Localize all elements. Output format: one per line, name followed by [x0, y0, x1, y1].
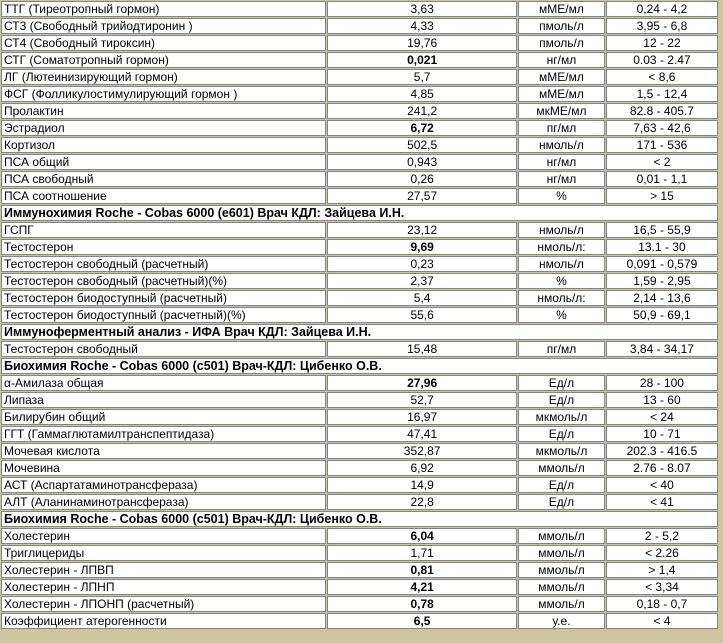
reference-range-cell: 12 - 22	[606, 35, 718, 51]
test-value-cell: 27,96	[327, 375, 517, 391]
reference-range-cell: 3,84 - 34,17	[606, 341, 718, 357]
test-name-cell: Липаза	[1, 392, 326, 408]
reference-range-cell: 171 - 536	[606, 137, 718, 153]
section-header-row	[1, 205, 718, 221]
test-value-cell: 23,12	[327, 222, 517, 238]
table-row	[1, 528, 718, 544]
reference-range-cell: > 15	[606, 188, 718, 204]
test-units-cell: мМЕ/мл	[518, 69, 605, 85]
test-units-cell: нг/мл	[518, 154, 605, 170]
test-units-cell: пмоль/л	[518, 35, 605, 51]
table-row	[1, 443, 718, 459]
test-name-cell: СТ4 (Свободный тироксин)	[1, 35, 326, 51]
test-units-cell: мкМЕ/мл	[518, 103, 605, 119]
test-name-cell: Пролактин	[1, 103, 326, 119]
test-value-cell: 6,04	[327, 528, 517, 544]
reference-range-cell: 0,01 - 1,1	[606, 171, 718, 187]
test-value-cell: 1,71	[327, 545, 517, 561]
section-header: Биохимия Roche - Cobas 6000 (c501) Врач-КДЛ: Цибенко О.В.	[1, 358, 718, 374]
table-row	[1, 137, 718, 153]
reference-range-cell: 16,5 - 55,9	[606, 222, 718, 238]
table-row	[1, 171, 718, 187]
test-value-cell: 6,92	[327, 460, 517, 476]
test-value-cell: 0,021	[327, 52, 517, 68]
table-row	[1, 290, 718, 306]
test-units-cell: ммоль/л	[518, 579, 605, 595]
test-name-cell: α-Амилаза общая	[1, 375, 326, 391]
test-name-cell: Эстрадиол	[1, 120, 326, 136]
reference-range-cell: 0,091 - 0,579	[606, 256, 718, 272]
test-units-cell: %	[518, 307, 605, 323]
test-units-cell: Ед/л	[518, 392, 605, 408]
lab-table-body	[1, 1, 718, 629]
table-row	[1, 273, 718, 289]
test-value-cell: 52,7	[327, 392, 517, 408]
test-name-cell: Тестостерон биодоступный (расчетный)	[1, 290, 326, 306]
test-units-cell: нмоль/л:	[518, 239, 605, 255]
test-name-cell: Кортизол	[1, 137, 326, 153]
test-name-cell: ПСА общий	[1, 154, 326, 170]
test-name-cell: ЛГ (Лютеинизирующий гормон)	[1, 69, 326, 85]
test-units-cell: Ед/л	[518, 494, 605, 510]
test-name-cell: Холестерин - ЛПВП	[1, 562, 326, 578]
table-row	[1, 579, 718, 595]
test-value-cell: 5,7	[327, 69, 517, 85]
section-header-row	[1, 358, 718, 374]
test-units-cell: нг/мл	[518, 171, 605, 187]
test-value-cell: 0,23	[327, 256, 517, 272]
table-row	[1, 545, 718, 561]
test-units-cell: нмоль/л	[518, 137, 605, 153]
reference-range-cell: 3,95 - 6,8	[606, 18, 718, 34]
test-value-cell: 2,37	[327, 273, 517, 289]
reference-range-cell: 50,9 - 69,1	[606, 307, 718, 323]
test-units-cell: нмоль/л	[518, 256, 605, 272]
test-value-cell: 241,2	[327, 103, 517, 119]
table-row	[1, 596, 718, 612]
reference-range-cell: 10 - 71	[606, 426, 718, 442]
test-value-cell: 352,87	[327, 443, 517, 459]
reference-range-cell: 1,5 - 12,4	[606, 86, 718, 102]
test-name-cell: СТ3 (Свободный трийодтиронин )	[1, 18, 326, 34]
reference-range-cell: < 41	[606, 494, 718, 510]
section-header-row	[1, 511, 718, 527]
test-value-cell: 55,6	[327, 307, 517, 323]
table-row	[1, 307, 718, 323]
test-name-cell: АСТ (Аспартатаминотрансфераза)	[1, 477, 326, 493]
table-row	[1, 613, 718, 629]
test-value-cell: 0,943	[327, 154, 517, 170]
table-row	[1, 120, 718, 136]
test-value-cell: 27,57	[327, 188, 517, 204]
test-value-cell: 502,5	[327, 137, 517, 153]
table-row	[1, 460, 718, 476]
table-row	[1, 494, 718, 510]
test-name-cell: ФСГ (Фолликулостимулирующий гормон )	[1, 86, 326, 102]
test-value-cell: 6,72	[327, 120, 517, 136]
test-units-cell: пг/мл	[518, 120, 605, 136]
table-row	[1, 52, 718, 68]
reference-range-cell: > 1,4	[606, 562, 718, 578]
reference-range-cell: 0,24 - 4,2	[606, 1, 718, 17]
test-units-cell: ммоль/л	[518, 545, 605, 561]
test-value-cell: 4,85	[327, 86, 517, 102]
reference-range-cell: 1,59 - 2,95	[606, 273, 718, 289]
table-row	[1, 392, 718, 408]
reference-range-cell: 0,18 - 0,7	[606, 596, 718, 612]
table-row	[1, 35, 718, 51]
section-header-row	[1, 324, 718, 340]
test-name-cell: Мочевая кислота	[1, 443, 326, 459]
test-units-cell: ммоль/л	[518, 596, 605, 612]
table-row	[1, 239, 718, 255]
reference-range-cell: 202.3 - 416.5	[606, 443, 718, 459]
test-name-cell: АЛТ (Аланинаминотрансфераза)	[1, 494, 326, 510]
test-value-cell: 4,21	[327, 579, 517, 595]
table-row	[1, 1, 718, 17]
test-units-cell: нмоль/л:	[518, 290, 605, 306]
test-value-cell: 22,8	[327, 494, 517, 510]
table-row	[1, 18, 718, 34]
test-name-cell: Холестерин - ЛПОНП (расчетный)	[1, 596, 326, 612]
reference-range-cell: 13.1 - 30	[606, 239, 718, 255]
test-value-cell: 3,63	[327, 1, 517, 17]
table-row	[1, 154, 718, 170]
table-row	[1, 375, 718, 391]
table-row	[1, 86, 718, 102]
section-header: Биохимия Roche - Cobas 6000 (c501) Врач-КДЛ: Цибенко О.В.	[1, 511, 718, 527]
test-units-cell: мкмоль/л	[518, 409, 605, 425]
test-value-cell: 0,26	[327, 171, 517, 187]
table-row	[1, 562, 718, 578]
table-row	[1, 222, 718, 238]
section-header: Иммунохимия Roche - Cobas 6000 (e601) Врач КДЛ: Зайцева И.Н.	[1, 205, 718, 221]
test-name-cell: Тестостерон биодоступный (расчетный)(%)	[1, 307, 326, 323]
test-units-cell: нг/мл	[518, 52, 605, 68]
reference-range-cell: < 24	[606, 409, 718, 425]
test-units-cell: ммоль/л	[518, 460, 605, 476]
table-row	[1, 69, 718, 85]
test-units-cell: мМЕ/мл	[518, 1, 605, 17]
reference-range-cell: 82.8 - 405.7	[606, 103, 718, 119]
test-units-cell: пмоль/л	[518, 18, 605, 34]
test-units-cell: ммоль/л	[518, 562, 605, 578]
test-value-cell: 4,33	[327, 18, 517, 34]
reference-range-cell: 2.76 - 8.07	[606, 460, 718, 476]
test-name-cell: Тестостерон	[1, 239, 326, 255]
test-name-cell: СТГ (Соматотропный гормон)	[1, 52, 326, 68]
table-row	[1, 426, 718, 442]
test-value-cell: 9,69	[327, 239, 517, 255]
reference-range-cell: < 4	[606, 613, 718, 629]
test-name-cell: ГСПГ	[1, 222, 326, 238]
test-value-cell: 15,48	[327, 341, 517, 357]
test-name-cell: Тестостерон свободный (расчетный)	[1, 256, 326, 272]
test-units-cell: Ед/л	[518, 375, 605, 391]
test-name-cell: Мочевина	[1, 460, 326, 476]
test-name-cell: Билирубин общий	[1, 409, 326, 425]
reference-range-cell: 2 - 5,2	[606, 528, 718, 544]
test-name-cell: ГГТ (Гаммаглютамилтранспептидаза)	[1, 426, 326, 442]
test-units-cell: ммоль/л	[518, 528, 605, 544]
test-name-cell: Коэффициент атерогенности	[1, 613, 326, 629]
table-row	[1, 341, 718, 357]
table-row	[1, 256, 718, 272]
table-row	[1, 409, 718, 425]
test-units-cell: %	[518, 273, 605, 289]
test-units-cell: нмоль/л	[518, 222, 605, 238]
section-header: Иммуноферментный анализ - ИФА Врач КДЛ: Зайцева И.Н.	[1, 324, 718, 340]
test-name-cell: ПСА свободный	[1, 171, 326, 187]
reference-range-cell: < 8,6	[606, 69, 718, 85]
test-value-cell: 6,5	[327, 613, 517, 629]
test-name-cell: Холестерин - ЛПНП	[1, 579, 326, 595]
test-units-cell: Ед/л	[518, 426, 605, 442]
test-value-cell: 0,81	[327, 562, 517, 578]
reference-range-cell: 13 - 60	[606, 392, 718, 408]
test-name-cell: Тестостерон свободный (расчетный)(%)	[1, 273, 326, 289]
test-units-cell: %	[518, 188, 605, 204]
test-units-cell: мМЕ/мл	[518, 86, 605, 102]
reference-range-cell: 28 - 100	[606, 375, 718, 391]
reference-range-cell: < 2.26	[606, 545, 718, 561]
test-units-cell: у.е.	[518, 613, 605, 629]
reference-range-cell: < 3,34	[606, 579, 718, 595]
test-value-cell: 16,97	[327, 409, 517, 425]
test-name-cell: ТТГ (Тиреотропный гормон)	[1, 1, 326, 17]
reference-range-cell: 7,63 - 42,6	[606, 120, 718, 136]
reference-range-cell: 2,14 - 13,6	[606, 290, 718, 306]
test-units-cell: мкмоль/л	[518, 443, 605, 459]
test-name-cell: Триглицериды	[1, 545, 326, 561]
test-value-cell: 19,76	[327, 35, 517, 51]
test-value-cell: 14,9	[327, 477, 517, 493]
test-value-cell: 5,4	[327, 290, 517, 306]
table-row	[1, 477, 718, 493]
table-row	[1, 188, 718, 204]
test-value-cell: 0,78	[327, 596, 517, 612]
test-name-cell: Тестостерон свободный	[1, 341, 326, 357]
test-units-cell: Ед/л	[518, 477, 605, 493]
test-value-cell: 47,41	[327, 426, 517, 442]
table-row	[1, 103, 718, 119]
test-name-cell: Холестерин	[1, 528, 326, 544]
reference-range-cell: 0.03 - 2.47	[606, 52, 718, 68]
reference-range-cell: < 2	[606, 154, 718, 170]
reference-range-cell: < 40	[606, 477, 718, 493]
test-units-cell: пг/мл	[518, 341, 605, 357]
test-name-cell: ПСА соотношение	[1, 188, 326, 204]
